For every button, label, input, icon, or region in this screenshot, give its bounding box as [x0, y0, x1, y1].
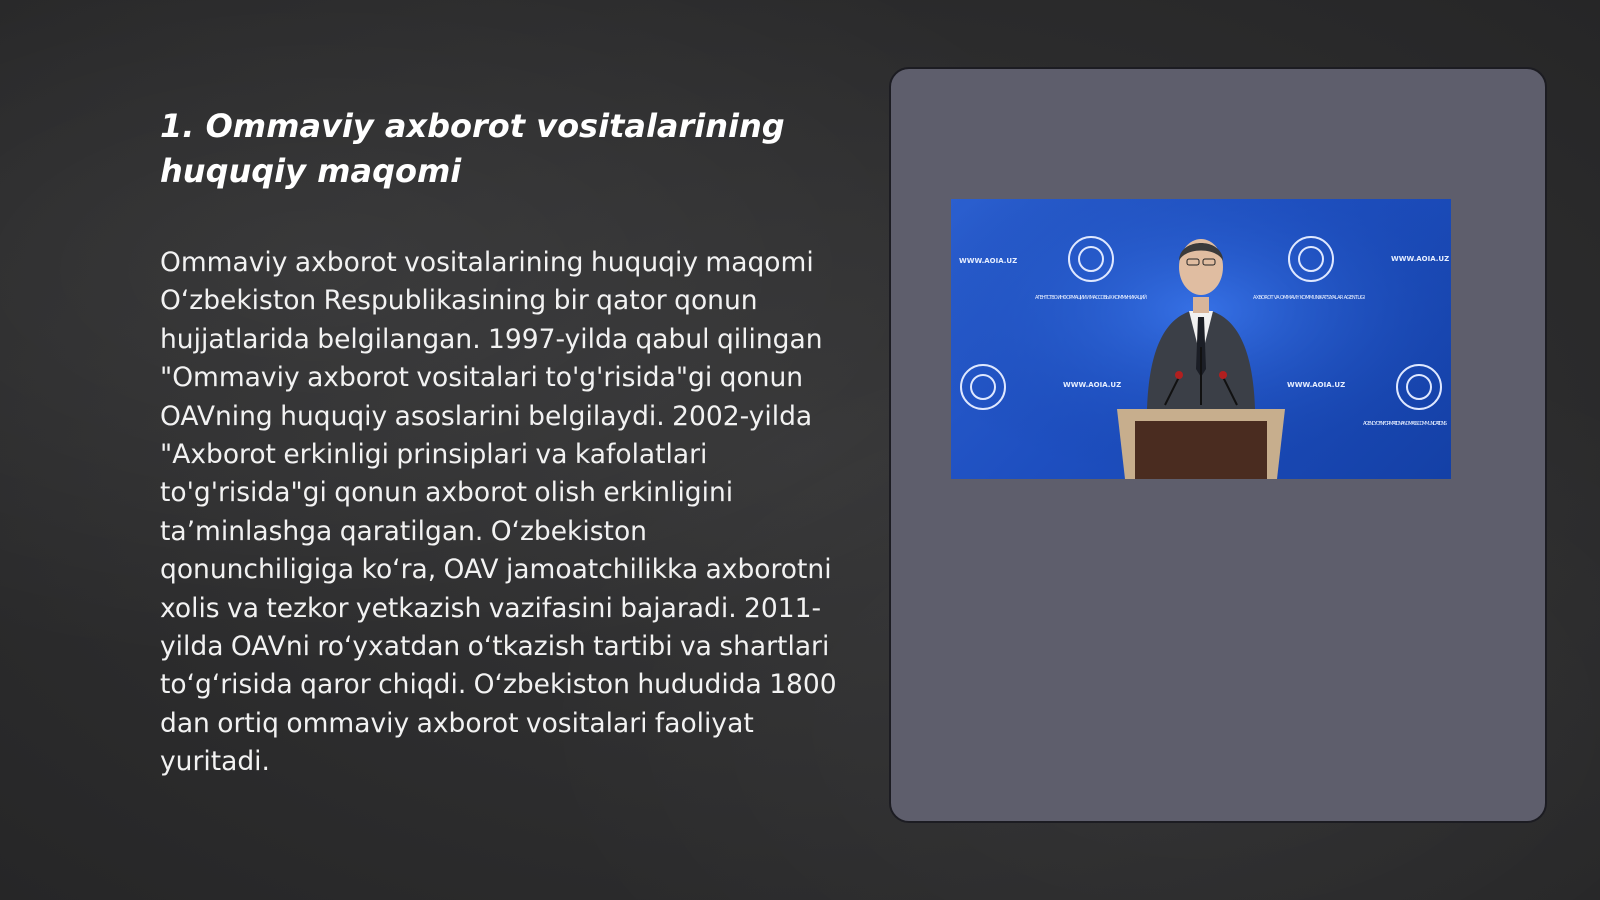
text-column	[160, 104, 840, 782]
backdrop-agency-text: AGENCY OF INFORMATION AND MASS COMMUNICATIONS	[1363, 421, 1447, 427]
photo-illustration	[951, 199, 1451, 479]
slide-title: 1. Ommaviy axborot vositalarining huquqiy maqomi	[160, 107, 785, 190]
slide-body-text: Ommaviy axborot vositalarining huquqiy maqomi O‘zbekiston Respublikasining bir qator qonun hujjatlarida belgilangan. 1997-yilda qabul qilingan "Ommaviy axborot vositalari to'g'risida"gi qonun OAVning huquqiy asoslarini belgilaydi. 2002-yilda "Axborot erkinligi prinsiplari va kafolatlari to'g'risida"gi qonun axborot olish erkinligini ta’minlashga qaratilgan. O‘zbekiston qonunchiligiga ko‘ra, OAV jamoatchilikka axborotni xolis va tezkor yetkazish vazifasini bajaradi. 2011-yilda OAVni ro‘yxatdan o‘tkazish tartibi va shartlari to‘g‘risida qaror chiqdi. O‘zbekiston hududida 1800 dan ortiq ommaviy axborot vositalari faoliyat yuritadi.	[160, 247, 837, 778]
press-conference-photo	[951, 199, 1451, 479]
backdrop-url: WWW.AOIA.UZ	[959, 257, 1018, 265]
backdrop-agency-text: AXBOROT VA OMMAVIY KOMMUNIKATSIYALAR AGENTLIGI	[1253, 295, 1365, 301]
podium	[1117, 409, 1285, 479]
backdrop-agency-text: АГЕНТСТВО ИНФОРМАЦИИ И МАССОВЫХ КОММУНИКАЦИЙ	[1035, 295, 1147, 301]
media-panel	[889, 67, 1547, 823]
backdrop-url: WWW.AOIA.UZ	[1063, 381, 1122, 389]
backdrop-url: WWW.AOIA.UZ	[1287, 381, 1346, 389]
backdrop-url: WWW.AOIA.UZ	[1391, 255, 1450, 263]
